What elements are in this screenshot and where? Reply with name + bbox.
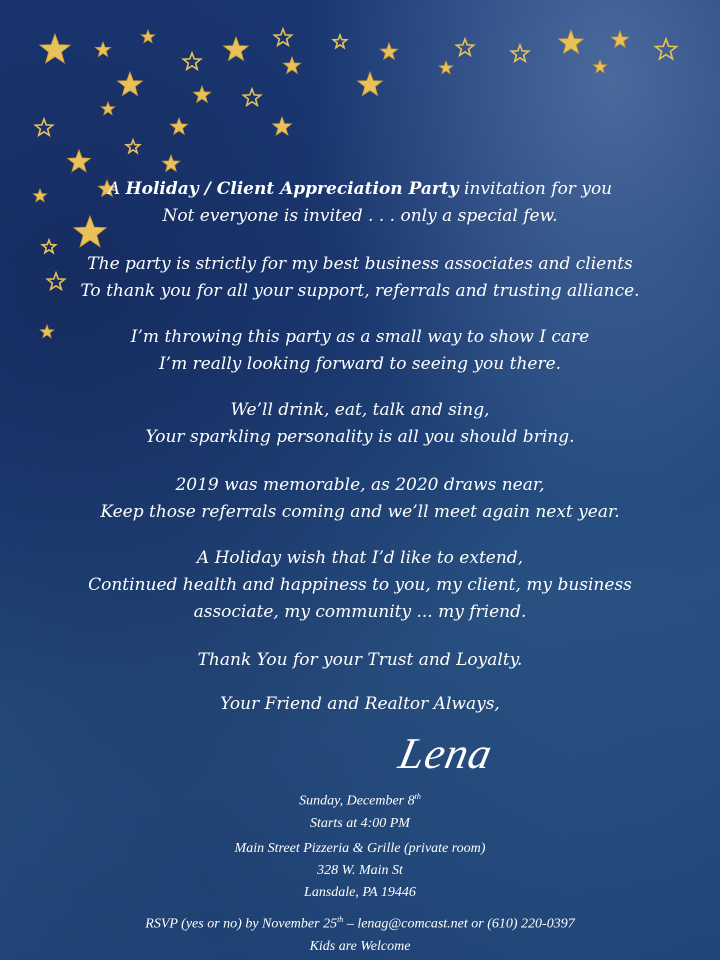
event-date-time: [0, 786, 720, 835]
rsvp-suffix: th: [337, 915, 344, 924]
closing-line: [0, 691, 720, 718]
star-icon: [511, 45, 528, 61]
event-date-text: Sunday, December 8: [299, 793, 415, 809]
star-icon: [95, 42, 110, 57]
party-name: Holiday / Client Appreciation Party: [125, 179, 459, 199]
event-date: [0, 786, 720, 813]
rsvp-line: [0, 909, 720, 936]
year-line-1: 2019 was memorable, as 2020 draws near,: [175, 475, 545, 495]
event-time: Starts at 4:00 PM: [310, 815, 410, 831]
sing-line-1: We’ll drink, eat, talk and sing,: [230, 400, 490, 420]
care-line-1: I’m throwing this party as a small way to show I care: [130, 327, 590, 347]
star-icon: [611, 31, 628, 47]
care-line-2: I’m really looking forward to seeing you there.: [158, 354, 562, 374]
star-icon: [358, 72, 383, 96]
intro-prefix: A: [107, 179, 126, 199]
paragraph-wish: [0, 545, 720, 626]
paragraph-associates: [0, 251, 720, 305]
wish-line-1: A Holiday wish that I’d like to extend,: [196, 548, 524, 568]
event-city: Lansdale, PA 19446: [304, 885, 416, 900]
paragraph-sing: [0, 397, 720, 451]
associates-line-2: To thank you for all your support, referrals and trusting alliance.: [80, 281, 640, 301]
star-icon: [380, 43, 397, 59]
paragraph-intro: [0, 176, 720, 230]
star-icon: [126, 140, 139, 153]
star-icon: [35, 119, 52, 135]
star-icon: [333, 35, 346, 48]
intro-line-1: [0, 176, 720, 203]
star-icon: [40, 34, 70, 63]
star-icon: [243, 89, 260, 105]
star-icon: [170, 118, 187, 134]
associates-line-1: The party is strictly for my best business associates and clients: [87, 254, 633, 274]
rsvp-block: [0, 909, 720, 958]
sing-line-2: Your sparkling personality is all you should bring.: [145, 427, 575, 447]
star-icon: [193, 86, 210, 102]
rsvp-deadline: RSVP (yes or no) by November 25: [145, 916, 338, 932]
star-icon: [118, 72, 143, 96]
thanks-text: Thank You for your Trust and Loyalty.: [197, 650, 523, 670]
star-icon: [456, 39, 473, 55]
star-icon: [593, 60, 606, 73]
kids-welcome: Kids are Welcome: [309, 938, 411, 954]
star-icon: [283, 57, 300, 73]
rsvp-contact[interactable]: – lenag@comcast.net or (610) 220-0397: [343, 916, 575, 932]
event-location: [0, 838, 720, 904]
event-venue: Main Street Pizzeria & Grille (private room): [234, 841, 486, 856]
wish-line-3: associate, my community ... my friend.: [193, 602, 527, 622]
intro-suffix: invitation for you: [458, 179, 613, 199]
star-icon: [101, 102, 114, 115]
star-icon: [141, 30, 154, 43]
star-icon: [68, 150, 91, 172]
year-line-2: Keep those referrals coming and we’ll meet again next year.: [100, 502, 620, 522]
event-street: 328 W. Main St: [317, 863, 403, 878]
signature: Lena: [394, 729, 498, 778]
thanks-line: [0, 647, 720, 674]
star-icon: [183, 53, 200, 69]
star-icon: [439, 61, 452, 74]
star-icon: [224, 37, 249, 61]
closing-text: Your Friend and Realtor Always,: [220, 694, 500, 714]
star-icon: [274, 29, 291, 45]
star-icon: [559, 30, 584, 54]
paragraph-care: [0, 324, 720, 378]
paragraph-year: [0, 472, 720, 526]
star-icon: [656, 39, 677, 59]
wish-line-2: Continued health and happiness to you, my client, my business: [88, 575, 632, 595]
star-icon: [273, 117, 292, 135]
intro-line-2: Not everyone is invited . . . only a special few.: [162, 206, 558, 226]
star-icon: [162, 155, 179, 171]
event-date-suffix: th: [414, 792, 421, 801]
